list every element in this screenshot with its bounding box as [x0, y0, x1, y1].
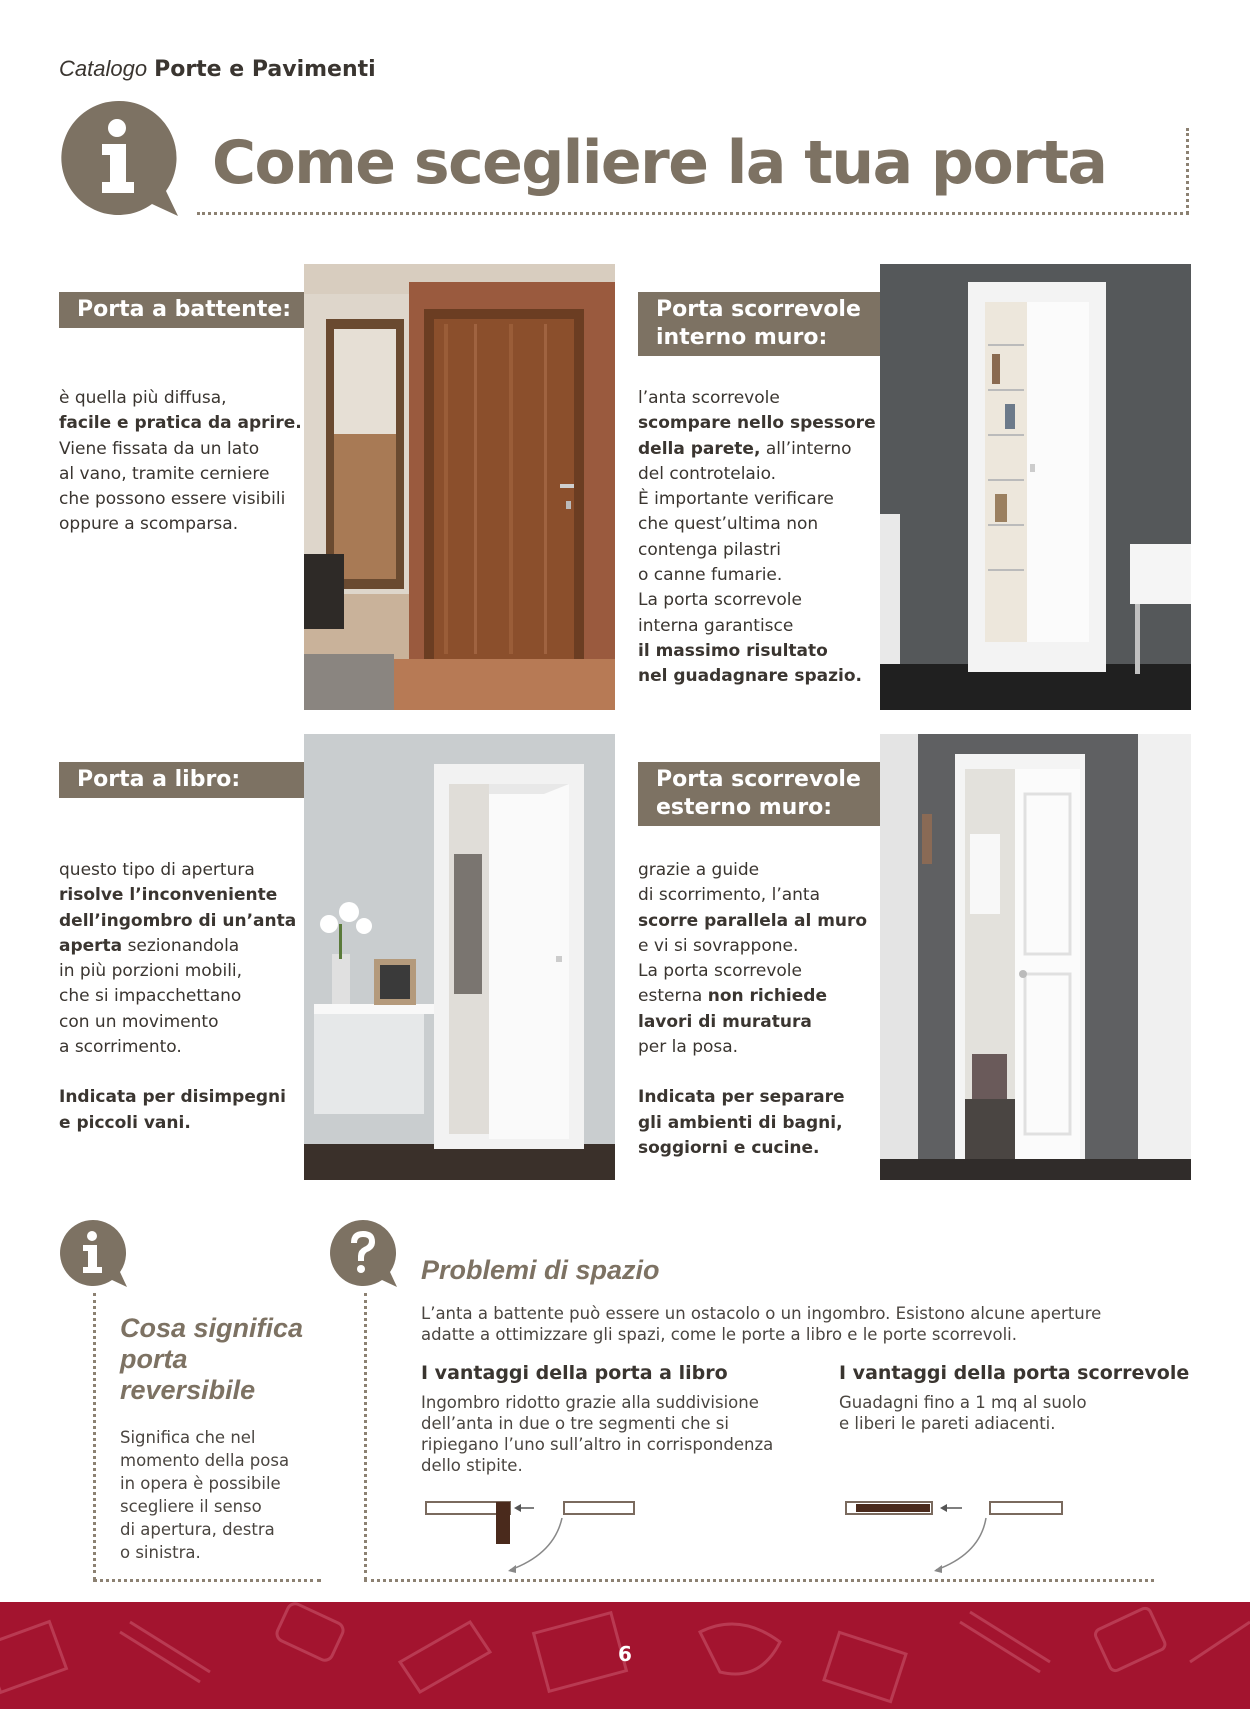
page-title: Come scegliere la tua porta — [212, 128, 1107, 198]
problemi-border-left — [364, 1293, 367, 1580]
title-divider — [197, 212, 1189, 215]
footer-band — [0, 1602, 1250, 1709]
catalog-header-bold: Porte e Pavimenti — [154, 57, 376, 82]
vantaggi-scorrevole-title: I vantaggi della porta scorrevole — [839, 1362, 1190, 1384]
vantaggi-libro-title: I vantaggi della porta a libro — [421, 1362, 728, 1384]
info-icon — [60, 99, 178, 217]
diagram-porta-libro — [424, 1496, 640, 1574]
text-porta-scorrevole-interno: l’anta scorrevole scompare nello spessore della parete, all’interno del controtelaio. È importante verificare che quest’ultima non contenga pilastri o canne fumarie. La porta scorrevole interna garantisce il massimo risultato nel guadagnare spazio. — [638, 388, 876, 687]
reversibile-border-left — [93, 1293, 96, 1580]
photo-porta-scorrevole-interno — [880, 264, 1191, 710]
problemi-heading: Problemi di spazio — [421, 1255, 660, 1285]
problemi-border-bottom — [364, 1579, 1154, 1582]
info-icon — [59, 1219, 127, 1287]
label-porta-scorrevole-interno: Porta scorrevole interno muro: — [638, 292, 906, 356]
page-number: 6 — [618, 1642, 632, 1666]
text-porta-battente: è quella più diffusa, facile e pratica da aprire. Viene fissata da un lato al vano, tramite cerniere che possono essere visibili oppure a scomparsa. — [59, 388, 302, 535]
photo-porta-scorrevole-esterno — [880, 734, 1191, 1180]
reversibile-heading: Cosa significa porta reversibile — [120, 1313, 304, 1405]
vantaggi-scorrevole-text: Guadagni fino a 1 mq al suolo e liberi le pareti adiacenti. — [839, 1393, 1087, 1433]
vantaggi-libro-text: Ingombro ridotto grazie alla suddivisione dell’anta in due o tre segmenti che si ripiegano l’uno sull’altro in corrispondenza dello stipite. — [421, 1393, 774, 1475]
photo-porta-battente — [304, 264, 615, 710]
text-porta-libro: questo tipo di apertura risolve l’inconveniente dell’ingombro di un’anta aperta sezionandola in più porzioni mobili, che si impacchettano con un movimento a scorrimento. Indicata per disimpegni e piccoli vani. — [59, 860, 297, 1133]
question-icon — [329, 1219, 397, 1287]
label-porta-libro: Porta a libro: — [59, 762, 329, 798]
catalog-header — [59, 56, 376, 82]
label-porta-battente: Porta a battente: — [59, 292, 329, 328]
label-porta-scorrevole-esterno: Porta scorrevole esterno muro: — [638, 762, 906, 826]
reversibile-text: Significa che nel momento della posa in opera è possibile scegliere il senso di apertura, destra o sinistra. — [120, 1428, 290, 1562]
text-porta-scorrevole-esterno: grazie a guide di scorrimento, l’anta scorre parallela al muro e vi si sovrappone. La porta scorrevole esterna non richiede lavori di muratura per la posa. Indicata per separare gli ambienti di bagni, soggiorni e cucine. — [638, 860, 868, 1158]
photo-porta-libro — [304, 734, 615, 1180]
catalog-header-italic: Catalogo — [59, 56, 148, 81]
diagram-porta-scorrevole — [844, 1496, 1066, 1574]
reversibile-border-bottom — [93, 1579, 321, 1582]
title-divider-vertical — [1186, 128, 1189, 214]
problemi-intro: L’anta a battente può essere un ostacolo o un ingombro. Esistono alcune aperture adatte a ottimizzare gli spazi, come le porte a libro e le porte scorrevoli. — [421, 1304, 1102, 1344]
